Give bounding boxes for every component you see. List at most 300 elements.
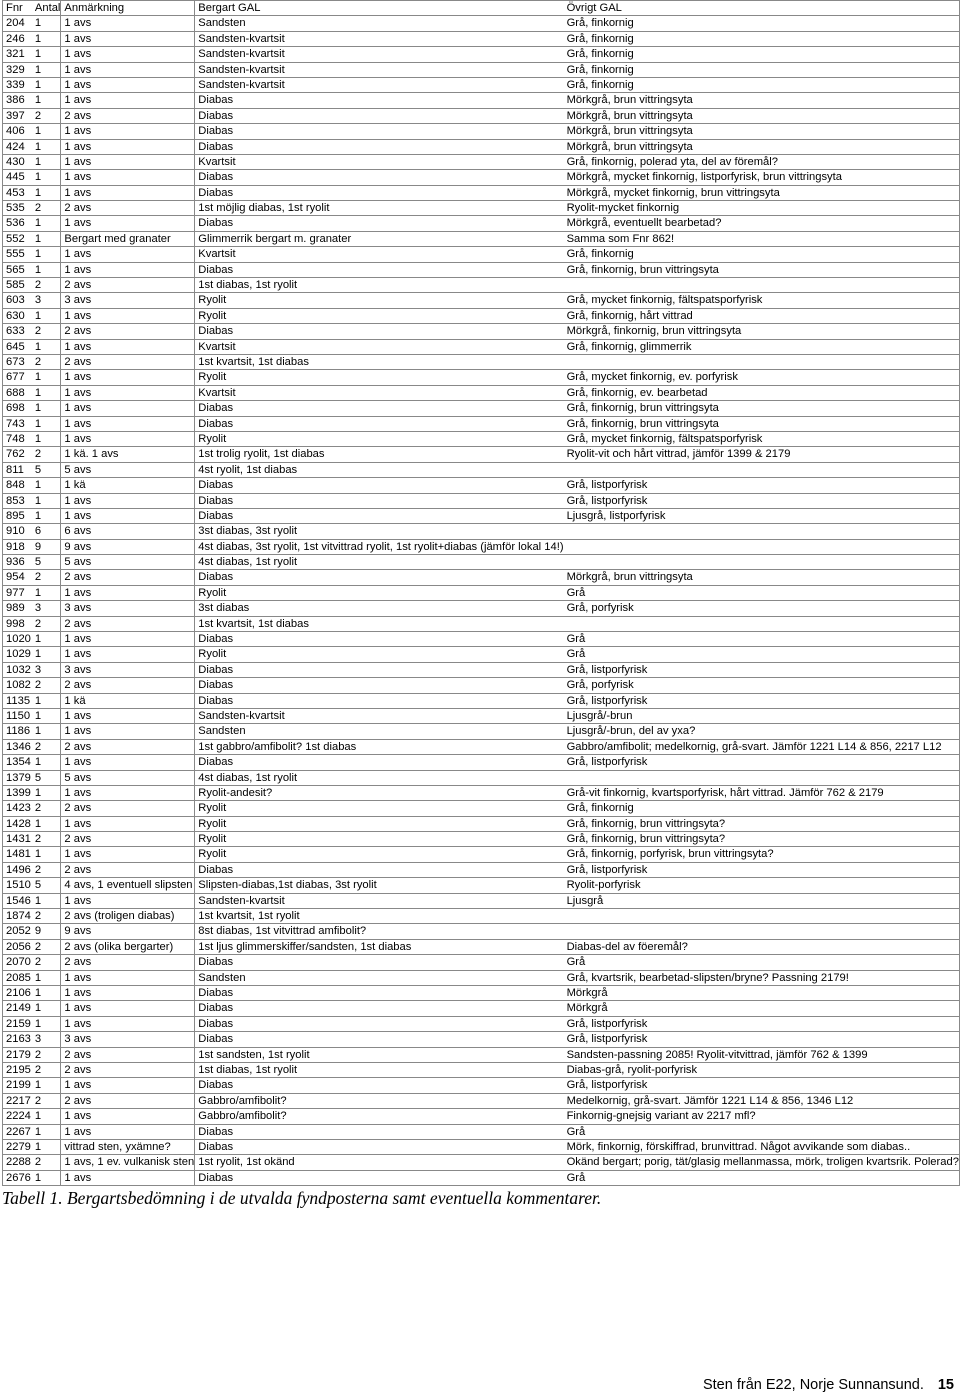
table-row: [3, 1016, 960, 1031]
cell-fnr: 1423: [3, 801, 31, 816]
cell-fnr: 585: [3, 278, 31, 293]
table-row: [3, 370, 960, 385]
cell-ovrigt: [564, 524, 960, 539]
cell-fnr: 2052: [3, 924, 31, 939]
table-row: [3, 555, 960, 570]
cell-anmarkning: 1 avs: [61, 508, 195, 523]
cell-anmarkning: 1 avs: [61, 154, 195, 169]
table-row: [3, 986, 960, 1001]
cell-bergart: Diabas: [195, 324, 564, 339]
cell-antal: 1: [31, 385, 61, 400]
cell-antal: 1: [31, 31, 61, 46]
cell-anmarkning: 2 avs: [61, 354, 195, 369]
cell-ovrigt: Mörkgrå: [564, 1001, 960, 1016]
cell-fnr: 698: [3, 401, 31, 416]
cell-ovrigt: Grå, finkornig, brun vittringsyta: [564, 416, 960, 431]
cell-antal: 3: [31, 1032, 61, 1047]
cell-fnr: 1082: [3, 678, 31, 693]
cell-bergart: Diabas: [195, 216, 564, 231]
cell-anmarkning: 6 avs: [61, 524, 195, 539]
cell-anmarkning: 1 avs: [61, 262, 195, 277]
cell-ovrigt: Ryolit-mycket finkornig: [564, 201, 960, 216]
table-row: [3, 139, 960, 154]
cell-anmarkning: 3 avs: [61, 662, 195, 677]
cell-antal: 2: [31, 324, 61, 339]
cell-antal: 5: [31, 555, 61, 570]
table-row: [3, 185, 960, 200]
cell-anmarkning: 2 avs: [61, 1093, 195, 1108]
cell-bergart: 1st gabbro/amfibolit? 1st diabas: [195, 739, 564, 754]
table-row: [3, 970, 960, 985]
cell-anmarkning: 1 avs: [61, 1124, 195, 1139]
cell-fnr: 853: [3, 493, 31, 508]
cell-antal: 2: [31, 201, 61, 216]
cell-fnr: 2199: [3, 1078, 31, 1093]
cell-antal: 1: [31, 493, 61, 508]
cell-antal: 1: [31, 62, 61, 77]
cell-fnr: 1135: [3, 693, 31, 708]
cell-anmarkning: 5 avs: [61, 555, 195, 570]
cell-ovrigt: Grå, porfyrisk: [564, 601, 960, 616]
cell-bergart: Diabas: [195, 755, 564, 770]
cell-ovrigt: Grå, finkornig, porfyrisk, brun vittringsyta?: [564, 847, 960, 862]
table-row: [3, 708, 960, 723]
table-row: [3, 739, 960, 754]
cell-ovrigt: Grå, porfyrisk: [564, 678, 960, 693]
cell-fnr: 2149: [3, 1001, 31, 1016]
cell-ovrigt: Ryolit-porfyrisk: [564, 878, 960, 893]
cell-fnr: 977: [3, 585, 31, 600]
cell-antal: 1: [31, 1139, 61, 1154]
cell-bergart: 4st diabas, 3st ryolit, 1st vitvittrad ryolit, 1st ryolit+diabas (jämför lokal 14!): [195, 539, 564, 554]
cell-bergart: Diabas: [195, 955, 564, 970]
cell-fnr: 1150: [3, 708, 31, 723]
table-row: [3, 524, 960, 539]
cell-ovrigt: Mörkgrå, brun vittringsyta: [564, 570, 960, 585]
cell-anmarkning: 1 avs: [61, 308, 195, 323]
cell-bergart: Diabas: [195, 1078, 564, 1093]
cell-fnr: 424: [3, 139, 31, 154]
cell-ovrigt: Mörkgrå, brun vittringsyta: [564, 108, 960, 123]
cell-bergart: Diabas: [195, 108, 564, 123]
cell-bergart: 1st kvartsit, 1st diabas: [195, 616, 564, 631]
cell-fnr: 1431: [3, 832, 31, 847]
cell-fnr: 688: [3, 385, 31, 400]
cell-ovrigt: Grå, listporfyrisk: [564, 862, 960, 877]
cell-antal: 1: [31, 693, 61, 708]
cell-antal: 5: [31, 770, 61, 785]
table-row: [3, 939, 960, 954]
table-row: [3, 1170, 960, 1185]
table-row: [3, 47, 960, 62]
cell-antal: 1: [31, 124, 61, 139]
table-row: [3, 539, 960, 554]
cell-anmarkning: 2 avs: [61, 955, 195, 970]
cell-bergart: Sandsten-kvartsit: [195, 62, 564, 77]
cell-ovrigt: Ljusgrå, listporfyrisk: [564, 508, 960, 523]
cell-anmarkning: 2 avs (olika bergarter): [61, 939, 195, 954]
cell-anmarkning: 2 avs: [61, 201, 195, 216]
cell-ovrigt: Ljusgrå: [564, 893, 960, 908]
cell-bergart: 3st diabas, 3st ryolit: [195, 524, 564, 539]
cell-bergart: Diabas: [195, 1124, 564, 1139]
cell-anmarkning: 1 avs: [61, 785, 195, 800]
cell-antal: 1: [31, 755, 61, 770]
cell-antal: 1: [31, 847, 61, 862]
table-body: [3, 16, 960, 1186]
table-row: [3, 108, 960, 123]
cell-anmarkning: 2 avs: [61, 616, 195, 631]
cell-fnr: 895: [3, 508, 31, 523]
cell-anmarkning: 1 avs: [61, 170, 195, 185]
table-row: [3, 1078, 960, 1093]
table-row: [3, 955, 960, 970]
cell-fnr: 552: [3, 231, 31, 246]
cell-antal: 1: [31, 1078, 61, 1093]
cell-bergart: Ryolit: [195, 847, 564, 862]
cell-fnr: 603: [3, 293, 31, 308]
cell-anmarkning: 1 avs: [61, 385, 195, 400]
cell-ovrigt: Grå, mycket finkornig, ev. porfyrisk: [564, 370, 960, 385]
cell-anmarkning: 3 avs: [61, 601, 195, 616]
cell-fnr: 645: [3, 339, 31, 354]
table-row: [3, 385, 960, 400]
cell-antal: 1: [31, 970, 61, 985]
cell-antal: 1: [31, 77, 61, 92]
table-row: [3, 293, 960, 308]
cell-antal: 1: [31, 47, 61, 62]
cell-ovrigt: Grå, finkornig, polerad yta, del av föremål?: [564, 154, 960, 169]
cell-ovrigt: Grå: [564, 647, 960, 662]
table-row: [3, 601, 960, 616]
cell-antal: 3: [31, 601, 61, 616]
cell-fnr: 386: [3, 93, 31, 108]
header-fnr: Fnr: [3, 1, 31, 16]
cell-bergart: Diabas: [195, 632, 564, 647]
cell-ovrigt: Okänd bergart; porig, tät/glasig mellanmassa, mörk, troligen kvartsrik. Polerad?: [564, 1155, 960, 1170]
cell-ovrigt: Mörkgrå, eventuellt bearbetad?: [564, 216, 960, 231]
cell-antal: 1: [31, 785, 61, 800]
cell-antal: 9: [31, 539, 61, 554]
header-antal: Antal: [31, 1, 61, 16]
cell-anmarkning: 1 avs: [61, 16, 195, 31]
cell-anmarkning: 2 avs (troligen diabas): [61, 909, 195, 924]
cell-anmarkning: 1 avs: [61, 47, 195, 62]
cell-bergart: Slipsten-diabas,1st diabas, 3st ryolit: [195, 878, 564, 893]
cell-bergart: Ryolit-andesit?: [195, 785, 564, 800]
table-row: [3, 785, 960, 800]
cell-anmarkning: 9 avs: [61, 539, 195, 554]
cell-antal: 1: [31, 93, 61, 108]
cell-anmarkning: 1 avs: [61, 1001, 195, 1016]
cell-bergart: Ryolit: [195, 308, 564, 323]
cell-antal: 1: [31, 1016, 61, 1031]
cell-antal: 1: [31, 986, 61, 1001]
table-row: [3, 1109, 960, 1124]
cell-ovrigt: Grå, finkornig: [564, 62, 960, 77]
cell-bergart: Kvartsit: [195, 385, 564, 400]
cell-ovrigt: Grå, finkornig, brun vittringsyta: [564, 401, 960, 416]
cell-ovrigt: [564, 616, 960, 631]
table-row: [3, 770, 960, 785]
cell-antal: 2: [31, 616, 61, 631]
cell-bergart: Sandsten-kvartsit: [195, 893, 564, 908]
cell-ovrigt: Diabas-grå, ryolit-porfyrisk: [564, 1062, 960, 1077]
cell-anmarkning: 1 kä: [61, 693, 195, 708]
cell-anmarkning: 1 avs: [61, 339, 195, 354]
cell-fnr: 329: [3, 62, 31, 77]
table-row: [3, 324, 960, 339]
cell-antal: 5: [31, 462, 61, 477]
cell-bergart: Kvartsit: [195, 339, 564, 354]
cell-fnr: 936: [3, 555, 31, 570]
cell-anmarkning: 1 kä: [61, 478, 195, 493]
table-row: [3, 1124, 960, 1139]
cell-anmarkning: 1 avs: [61, 493, 195, 508]
cell-bergart: Diabas: [195, 401, 564, 416]
cell-antal: 3: [31, 293, 61, 308]
cell-fnr: 406: [3, 124, 31, 139]
cell-bergart: 4st ryolit, 1st diabas: [195, 462, 564, 477]
cell-ovrigt: Ryolit-vit och hårt vittrad, jämför 1399 & 2179: [564, 447, 960, 462]
cell-antal: 1: [31, 708, 61, 723]
table-row: [3, 93, 960, 108]
cell-bergart: Diabas: [195, 1032, 564, 1047]
cell-bergart: Gabbro/amfibolit?: [195, 1093, 564, 1108]
cell-antal: 2: [31, 278, 61, 293]
cell-bergart: Glimmerrik bergart m. granater: [195, 231, 564, 246]
cell-fnr: 204: [3, 16, 31, 31]
cell-ovrigt: [564, 555, 960, 570]
cell-anmarkning: 1 avs: [61, 893, 195, 908]
cell-antal: 2: [31, 108, 61, 123]
cell-anmarkning: 1 avs: [61, 970, 195, 985]
cell-fnr: 633: [3, 324, 31, 339]
table-row: [3, 1001, 960, 1016]
cell-ovrigt: Grå, finkornig, glimmerrik: [564, 339, 960, 354]
table-row: [3, 447, 960, 462]
cell-ovrigt: [564, 462, 960, 477]
cell-antal: 2: [31, 909, 61, 924]
table-row: [3, 862, 960, 877]
cell-antal: 1: [31, 262, 61, 277]
cell-antal: 1: [31, 632, 61, 647]
cell-bergart: Ryolit: [195, 370, 564, 385]
cell-ovrigt: Mörkgrå, brun vittringsyta: [564, 139, 960, 154]
cell-fnr: 910: [3, 524, 31, 539]
cell-antal: 1: [31, 431, 61, 446]
cell-fnr: 321: [3, 47, 31, 62]
table-row: [3, 801, 960, 816]
table-row: [3, 1047, 960, 1062]
cell-anmarkning: 1 avs: [61, 585, 195, 600]
cell-fnr: 555: [3, 247, 31, 262]
cell-ovrigt: Grå, finkornig, brun vittringsyta?: [564, 832, 960, 847]
cell-fnr: 2085: [3, 970, 31, 985]
page-footer: [703, 1377, 954, 1393]
cell-bergart: Ryolit: [195, 431, 564, 446]
cell-ovrigt: [564, 278, 960, 293]
cell-anmarkning: 1 avs: [61, 139, 195, 154]
cell-ovrigt: Grå, finkornig, brun vittringsyta?: [564, 816, 960, 831]
cell-fnr: 397: [3, 108, 31, 123]
cell-bergart: Kvartsit: [195, 247, 564, 262]
cell-fnr: 1546: [3, 893, 31, 908]
cell-ovrigt: Grå, finkornig, hårt vittrad: [564, 308, 960, 323]
cell-bergart: Gabbro/amfibolit?: [195, 1109, 564, 1124]
cell-fnr: 748: [3, 431, 31, 446]
cell-ovrigt: Grå: [564, 1170, 960, 1185]
cell-anmarkning: 1 avs: [61, 93, 195, 108]
header-row: [3, 1, 960, 16]
cell-bergart: Diabas: [195, 1139, 564, 1154]
cell-fnr: 1029: [3, 647, 31, 662]
page-number: 15: [937, 1377, 954, 1393]
cell-ovrigt: Grå: [564, 585, 960, 600]
cell-bergart: Diabas: [195, 170, 564, 185]
cell-ovrigt: Mörkgrå, brun vittringsyta: [564, 124, 960, 139]
cell-bergart: 4st diabas, 1st ryolit: [195, 555, 564, 570]
cell-bergart: 4st diabas, 1st ryolit: [195, 770, 564, 785]
table-row: [3, 1032, 960, 1047]
cell-fnr: 2224: [3, 1109, 31, 1124]
cell-anmarkning: 1 avs: [61, 216, 195, 231]
table-row: [3, 478, 960, 493]
cell-anmarkning: 1 avs: [61, 816, 195, 831]
cell-ovrigt: Grå, listporfyrisk: [564, 755, 960, 770]
cell-anmarkning: 2 avs: [61, 278, 195, 293]
cell-bergart: 1st möjlig diabas, 1st ryolit: [195, 201, 564, 216]
table-row: [3, 308, 960, 323]
cell-anmarkning: 2 avs: [61, 739, 195, 754]
cell-ovrigt: Grå, listporfyrisk: [564, 1032, 960, 1047]
cell-anmarkning: 5 avs: [61, 770, 195, 785]
cell-fnr: 1428: [3, 816, 31, 831]
cell-ovrigt: [564, 924, 960, 939]
table-row: [3, 262, 960, 277]
cell-ovrigt: Grå: [564, 632, 960, 647]
cell-antal: 2: [31, 739, 61, 754]
cell-fnr: 2288: [3, 1155, 31, 1170]
cell-fnr: 453: [3, 185, 31, 200]
cell-fnr: 565: [3, 262, 31, 277]
cell-anmarkning: 1 kä. 1 avs: [61, 447, 195, 462]
cell-antal: 1: [31, 816, 61, 831]
cell-antal: 1: [31, 1001, 61, 1016]
cell-anmarkning: 1 avs: [61, 1016, 195, 1031]
cell-bergart: Diabas: [195, 986, 564, 1001]
cell-fnr: 811: [3, 462, 31, 477]
cell-ovrigt: Grå: [564, 955, 960, 970]
cell-fnr: 848: [3, 478, 31, 493]
cell-fnr: 954: [3, 570, 31, 585]
cell-bergart: Sandsten-kvartsit: [195, 708, 564, 723]
table-row: [3, 924, 960, 939]
cell-fnr: 2106: [3, 986, 31, 1001]
cell-ovrigt: Grå, mycket finkornig, fältspatsporfyrisk: [564, 431, 960, 446]
cell-antal: 2: [31, 354, 61, 369]
cell-ovrigt: Grå, finkornig: [564, 247, 960, 262]
cell-antal: 1: [31, 1109, 61, 1124]
cell-anmarkning: 1 avs: [61, 724, 195, 739]
cell-antal: 1: [31, 16, 61, 31]
cell-ovrigt: [564, 909, 960, 924]
table-row: [3, 216, 960, 231]
cell-fnr: 630: [3, 308, 31, 323]
cell-fnr: 2179: [3, 1047, 31, 1062]
cell-fnr: 2217: [3, 1093, 31, 1108]
cell-ovrigt: Grå, listporfyrisk: [564, 478, 960, 493]
cell-ovrigt: Grå-vit finkornig, kvartsporfyrisk, hårt vittrad. Jämför 762 & 2179: [564, 785, 960, 800]
cell-antal: 6: [31, 524, 61, 539]
cell-antal: 1: [31, 1124, 61, 1139]
table-row: [3, 201, 960, 216]
cell-anmarkning: Bergart med granater: [61, 231, 195, 246]
cell-bergart: Ryolit: [195, 816, 564, 831]
cell-antal: 1: [31, 508, 61, 523]
cell-fnr: 743: [3, 416, 31, 431]
cell-anmarkning: 1 avs: [61, 847, 195, 862]
cell-fnr: 246: [3, 31, 31, 46]
table-row: [3, 16, 960, 31]
cell-ovrigt: [564, 539, 960, 554]
table-row: [3, 832, 960, 847]
cell-ovrigt: Grå, kvartsrik, bearbetad-slipsten/bryne? Passning 2179!: [564, 970, 960, 985]
cell-anmarkning: 1 avs: [61, 401, 195, 416]
cell-anmarkning: 1 avs: [61, 247, 195, 262]
cell-antal: 1: [31, 585, 61, 600]
cell-anmarkning: 1 avs: [61, 647, 195, 662]
cell-antal: 2: [31, 678, 61, 693]
header-bergart: Bergart GAL: [195, 1, 564, 16]
cell-bergart: 8st diabas, 1st vitvittrad amfibolit?: [195, 924, 564, 939]
cell-bergart: 1st diabas, 1st ryolit: [195, 1062, 564, 1077]
table-row: [3, 678, 960, 693]
cell-bergart: 1st kvartsit, 1st diabas: [195, 354, 564, 369]
cell-ovrigt: Grå, finkornig: [564, 77, 960, 92]
cell-fnr: 1399: [3, 785, 31, 800]
cell-bergart: Diabas: [195, 93, 564, 108]
table-row: [3, 247, 960, 262]
table-row: [3, 416, 960, 431]
table-row: [3, 401, 960, 416]
table-row: [3, 816, 960, 831]
cell-bergart: Sandsten: [195, 970, 564, 985]
cell-bergart: Diabas: [195, 478, 564, 493]
cell-anmarkning: 3 avs: [61, 1032, 195, 1047]
cell-fnr: 762: [3, 447, 31, 462]
cell-bergart: Diabas: [195, 493, 564, 508]
cell-bergart: Ryolit: [195, 293, 564, 308]
cell-ovrigt: Mörkgrå, mycket finkornig, brun vittringsyta: [564, 185, 960, 200]
table-row: [3, 170, 960, 185]
cell-bergart: Diabas: [195, 508, 564, 523]
cell-ovrigt: [564, 770, 960, 785]
cell-antal: 1: [31, 724, 61, 739]
cell-anmarkning: 3 avs: [61, 293, 195, 308]
cell-anmarkning: 1 avs: [61, 431, 195, 446]
cell-bergart: Ryolit: [195, 832, 564, 847]
cell-fnr: 536: [3, 216, 31, 231]
cell-anmarkning: 1 avs: [61, 416, 195, 431]
cell-antal: 1: [31, 893, 61, 908]
cell-ovrigt: Grå, finkornig: [564, 801, 960, 816]
table-row: [3, 585, 960, 600]
cell-bergart: Diabas: [195, 139, 564, 154]
table-row: [3, 231, 960, 246]
cell-antal: 1: [31, 216, 61, 231]
cell-ovrigt: Sandsten-passning 2085! Ryolit-vitvittrad, jämför 762 & 1399: [564, 1047, 960, 1062]
